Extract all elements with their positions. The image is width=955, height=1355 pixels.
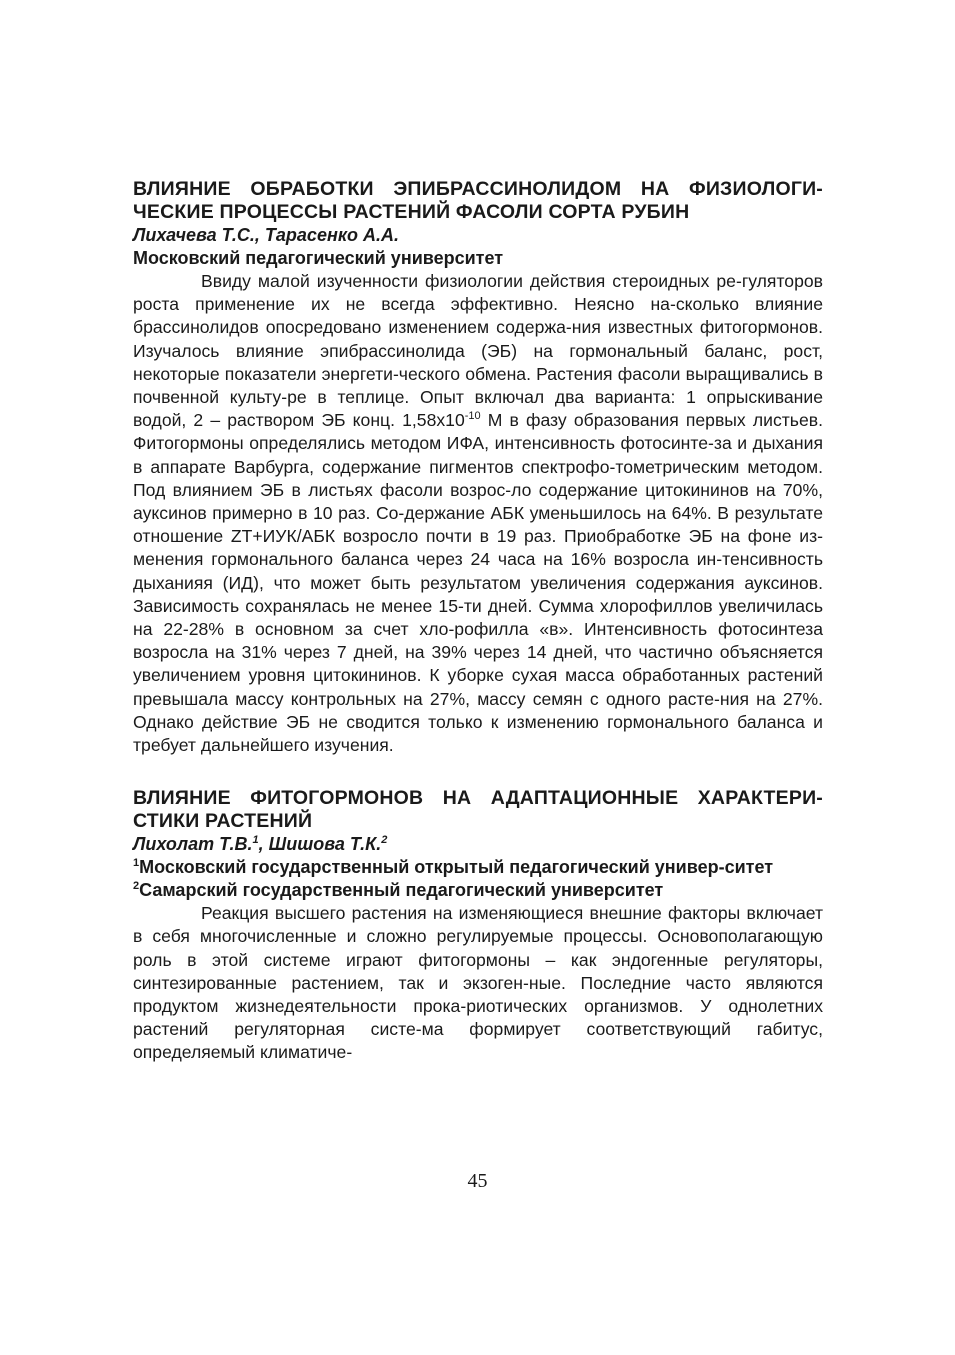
affiliation-name: Самарский государственный педагогический университет <box>139 880 664 901</box>
author-affiliation-mark: 1 <box>252 834 259 847</box>
affiliation-mark: 2 <box>133 880 140 893</box>
body-text-part: Ввиду малой изученности физиологии действия стероидных ре-гуляторов роста применение их не всегда эффективно. Неясно на-сколько влияние брассинолидов опосредовано изменением содержа-ния известных фитогормонов. Изучалось влияние эпибрассинолида (ЭБ) на гормональный баланс, рост, некоторые показатели энергети-ческого обмена. Растения фасоли выращивались в почвенной культу-ре в теплице. Опыт включал два варианта: 1 опрыскивание водой, 2 – раствором ЭБ конц. 1,58х10 <box>133 271 823 431</box>
author-name: Лихолат Т.В. <box>133 834 253 855</box>
article-affiliation <box>133 856 823 879</box>
page-number: 45 <box>467 1170 488 1192</box>
affiliation-name: Московский государственный открытый педагогический универ-ситет <box>139 857 774 878</box>
article-affiliation <box>133 879 823 902</box>
body-text-part: М в фазу образования первых листьев. Фитогормоны определялись методом ИФА, интенсивность фотосинте-за и дыхания в аппарате Варбурга, содержание пигментов спектрофо-тометрическим методом. Под влиянием ЭБ в листьях фасоли возрос-ло содержание цитокининов на 70%, ауксинов примерно в 10 раз. Со-держание АБК уменьшилось на 64%. В результате отношение ZT+ИУК/АБК возросло почти в 19 раз. Приобработке ЭБ на фоне из-менения гормонального баланса через 24 часа на 16% возросла ин-тенсивность дыханияя (ИД), что может быть результатом увеличения содержания ауксинов. Зависимость сохранялась не менее 15-ти дней. Сумма хлорофиллов увеличилась на 22-28% в основном за счет хло-рофилла «в». Интенсивность фотосинтеза возросла на 31% через 7 дней, на 39% через 14 дней, что частично объясняется увеличением уровня цитокининов. К уборке сухая масса обработанных растений превышала массу контрольных на 27%, массу семян с одного расте-ния на 27%. Однако действие ЭБ не сводится только к изменению гормонального баланса и требует дальнейшего изучения. <box>133 410 823 756</box>
article-2 <box>133 787 823 1064</box>
article-body: Реакция высшего растения на изменяющиеся внешние факторы включает в себя многочисленные и сложно регулируемые процессы. Основополагающую роль в этой системе играют фитогормоны – как эндогенные регуляторы, синтезированные растением, так и экзоген-ные. Последние часто являются продуктом жизнедеятельности прока-риотических организмов. У однолетних растений регуляторная систе-ма формирует соответствующий габитус, определяемый климатиче- <box>133 903 823 1063</box>
author-name: Шишова Т.К. <box>268 834 382 855</box>
author-affiliation-mark: 2 <box>381 834 388 847</box>
exponent: -10 <box>464 410 481 423</box>
article-authors: Лихачева Т.С., Тарасенко А.А. <box>133 225 399 245</box>
article-body <box>133 270 823 757</box>
affiliation-mark: 1 <box>133 857 140 870</box>
article-title: ВЛИЯНИЕ ФИТОГОРМОНОВ НА АДАПТАЦИОННЫЕ ХАРАКТЕРИ-СТИКИ РАСТЕНИЙ <box>133 787 823 833</box>
article-1 <box>133 178 823 757</box>
page-content <box>133 178 823 1065</box>
article-authors <box>133 833 823 856</box>
section-spacer <box>133 757 823 787</box>
article-affiliation: Московский педагогический университет <box>133 248 504 268</box>
article-title: ВЛИЯНИЕ ОБРАБОТКИ ЭПИБРАССИНОЛИДОМ НА ФИЗИОЛОГИ-ЧЕСКИЕ ПРОЦЕССЫ РАСТЕНИЙ ФАСОЛИ СОРТА РУБИН <box>133 178 823 223</box>
author-separator: , <box>258 834 269 855</box>
